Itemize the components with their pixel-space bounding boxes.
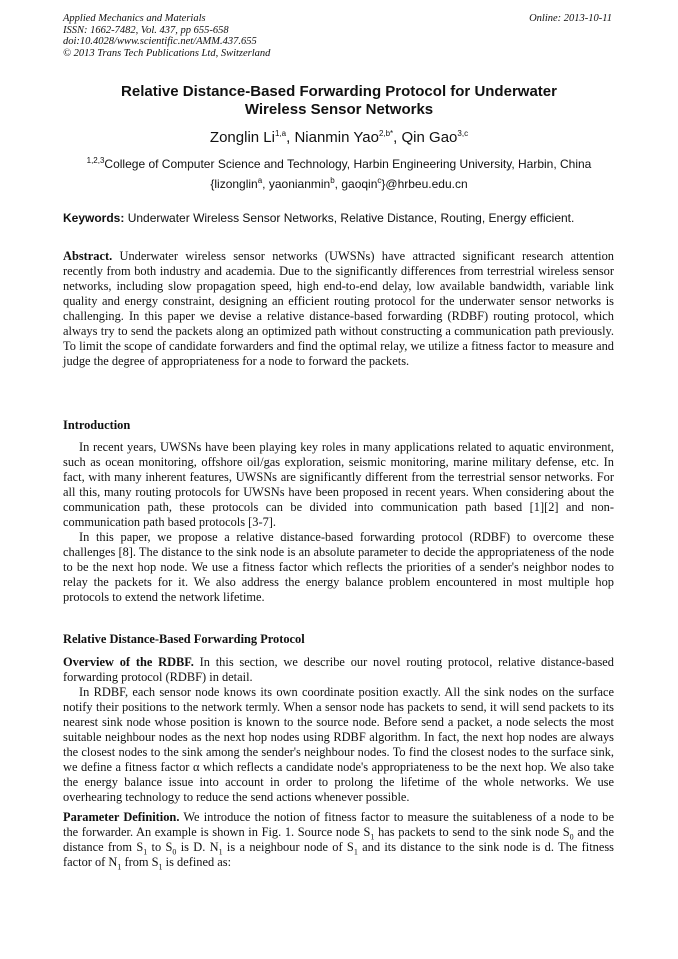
author-name: Zonglin Li: [209, 129, 275, 146]
author-name: Nianmin Yao: [294, 129, 379, 146]
param-text: is defined as:: [162, 855, 232, 869]
keywords-text: Underwater Wireless Sensor Networks, Relative Distance, Routing, Energy efficient.: [127, 211, 575, 225]
affiliation: [60, 157, 618, 171]
author-name: Qin Gao: [401, 129, 458, 146]
param-text: to S: [147, 840, 173, 854]
overview-text: In this section, we describe our novel routing protocol, relative distance-based forwarding protocol (RDBF) in detail.: [63, 655, 614, 684]
keywords-label: Keywords:: [63, 211, 125, 225]
email-mark: c: [377, 176, 382, 185]
paper-title: [60, 83, 618, 119]
author-affil-mark: 2,b*: [378, 129, 394, 138]
subscript: 1: [158, 862, 163, 872]
param-text: and the distance from S: [63, 825, 614, 854]
param-text: has packets to send to the sink node S: [374, 825, 570, 839]
param-label: Parameter Definition.: [63, 810, 180, 824]
author-list: Zonglin Li$^{1,a}$, Nianmin Yao$^{2,b*}$, Qin Gao$^{3,c}$: [209, 129, 469, 146]
subscript: 1: [353, 847, 358, 857]
abstract: [63, 249, 614, 369]
subscript: 1: [143, 847, 148, 857]
subscript: 1: [117, 862, 122, 872]
journal-copyright: © 2013 Trans Tech Publications Ltd, Switzerland: [63, 47, 271, 59]
introduction-body: [63, 440, 614, 605]
author-affil-mark: 1,a: [274, 129, 287, 138]
affiliation-mark: 1,2,3: [86, 156, 105, 165]
subscript: 1: [218, 847, 223, 857]
introduction-heading: Introduction: [63, 418, 131, 432]
author-affil-mark: 3,c: [457, 129, 469, 138]
param-text: is a neighbour node of S: [222, 840, 354, 854]
param-text: and its distance to the sink node is d. The fitness factor of N: [63, 840, 614, 869]
email-mark: b: [330, 176, 335, 185]
param-text: We introduce the notion of fitness factor to measure the suitableness of a node to be the forwarder. An example is shown in Fig. 1. Source node S: [63, 810, 615, 839]
abstract-label: Abstract.: [63, 249, 113, 263]
intro-paragraph-2: In this paper, we propose a relative distance-based forwarding protocol (RDBF) to overcome these challenges [8]. The distance to the sink node is an absolute parameter to decide the appropriateness of the node to be the next hop node. We use a fitness factor which reflects the priorities of a sender's neighbor nodes to relay the packets for it. We also address the energy balance problem encountered in most multiple hop protocols to extend the network lifetime.: [63, 530, 614, 604]
param-text: from S: [121, 855, 159, 869]
email-user: lizonglin: [214, 177, 258, 191]
keywords: [63, 211, 623, 225]
intro-paragraph-1: In recent years, UWSNs have been playing key roles in many applications related to aquatic environment, such as ocean monitoring, offshore oil/gas exploration, seismic monitoring, marine military defense, etc. In fact, with many inherent features, UWSNs are significantly different from the terrestrial sensor networks. For all this, many routing protocols for UWSNs have been proposed in recent years. When considering about the communication path, these protocols can be divided into communication path based [1][2] and non-communication path based protocols [3-7].: [63, 440, 614, 529]
journal-name: Applied Mechanics and Materials: [63, 13, 206, 24]
rdbf-body: [63, 655, 614, 870]
abstract-text: Underwater wireless sensor networks (UWSNs) have attracted significant research attention recently from both industry and academia. Due to the significantly differences from terrestrial wireless sensor networks, including slow propagation speed, high end-to-end delay, low available bandwidth, variable link quality and energy constraint, designing an efficient routing protocol for the underwater sensor networks is challenging. In this paper we devise a relative distance-based forwarding (RDBF) routing protocol, which always try to send the packets along an optimized path without constructing a communication path previously. To limit the scope of candidate forwarders and find the optimal relay, we utilize a fitness factor to measure and judge the degree of appropriateness for a node to forward the packets.: [63, 249, 614, 368]
email-mark: a: [257, 176, 263, 185]
param-text: is D. N: [176, 840, 219, 854]
title-line-1: Relative Distance-Based Forwarding Protocol for Underwater: [121, 83, 557, 100]
email-user: gaoqin: [341, 177, 378, 191]
subscript: 0: [172, 847, 177, 857]
journal-doi: doi:10.4028/www.scientific.net/AMM.437.655: [63, 36, 257, 47]
title-line-2: Wireless Sensor Networks: [244, 101, 434, 118]
overview-label: Overview of the RDBF.: [63, 655, 194, 669]
journal-header: [63, 13, 270, 59]
journal-issn: ISSN: 1662-7482, Vol. 437, pp 655-658: [63, 24, 229, 36]
affiliation-text: College of Computer Science and Technology, Harbin Engineering University, Harbin, China: [104, 157, 592, 171]
email-user: yaonianmin: [268, 177, 331, 191]
subscript: 1: [370, 832, 375, 842]
email-domain: @hrbeu.edu.cn: [385, 177, 468, 191]
subscript: 0: [569, 832, 574, 842]
online-date: Online: 2013-10-11: [529, 13, 612, 24]
email-line: {lizonglin$^a$, yaonianmin$^b$, gaoqin$^c$}@hrbeu.edu.cn: [210, 176, 468, 191]
rdbf-heading: Relative Distance-Based Forwarding Protocol: [63, 632, 305, 646]
parameter-definition: [63, 810, 614, 870]
rdbf-paragraph-2: In RDBF, each sensor node knows its own coordinate position exactly. All the sink nodes on the surface notify their positions to the network termly. When a sensor node has packets to send, it will send packets to its nearest sink node whose position is known to the source node. Before send a packet, a node selects the most suitable neighbour nodes as the next hop nodes using RDBF algorithm. In fact, the next hop nodes are always the closest nodes to the sink among the sender's neighbour nodes. To find the closest nodes to the surface sink, we define a fitness factor α which reflects a candidate node's appropriateness to be the next hop. We also take the energy balance issue into account in order to prolong the lifetime of the whole networks. We use overhearing technology to reduce the send actions whenever possible.: [63, 685, 614, 804]
